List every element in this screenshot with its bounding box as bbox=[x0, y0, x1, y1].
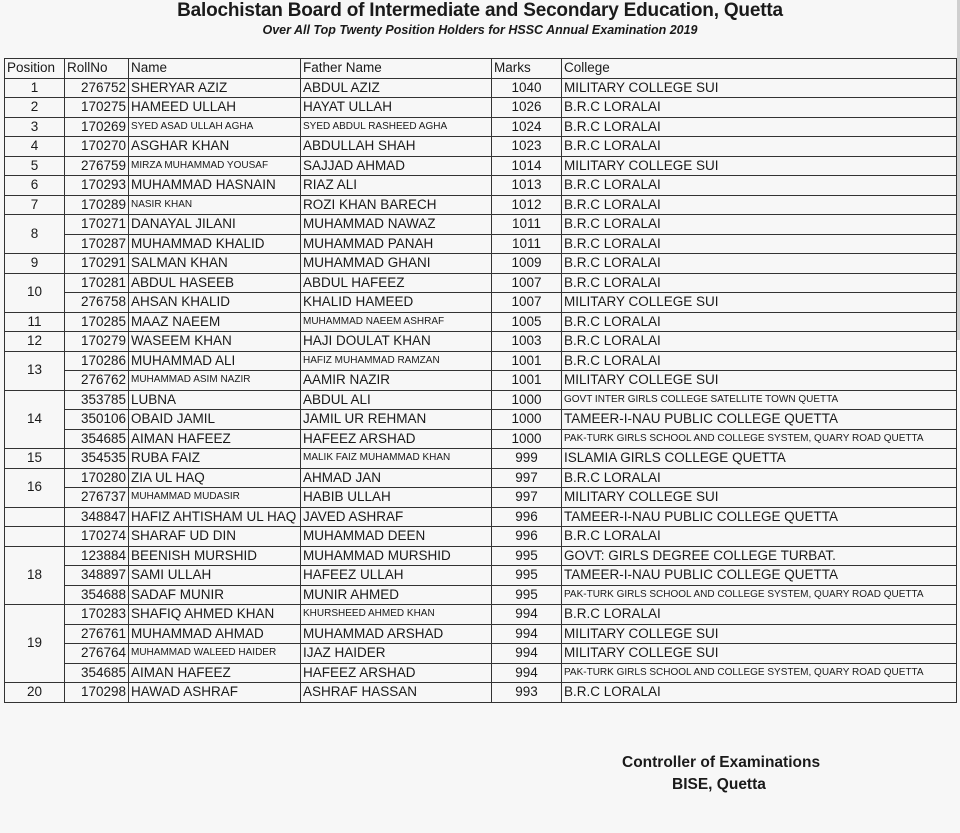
marks-cell: 1000 bbox=[492, 390, 562, 410]
marks-cell: 1000 bbox=[492, 429, 562, 449]
name-cell: SYED ASAD ULLAH AGHA bbox=[129, 117, 301, 137]
name-cell: MUHAMMAD ASIM NAZIR bbox=[129, 371, 301, 391]
name-cell: SAMI ULLAH bbox=[129, 566, 301, 586]
name-cell: MUHAMMAD KHALID bbox=[129, 234, 301, 254]
college-cell: B.R.C LORALAI bbox=[562, 273, 957, 293]
column-header-rollno: RollNo bbox=[65, 59, 129, 79]
results-table bbox=[4, 58, 957, 703]
college-cell: B.R.C LORALAI bbox=[562, 683, 957, 703]
table-row bbox=[5, 488, 957, 508]
name-cell: HAWAD ASHRAF bbox=[129, 683, 301, 703]
college-cell: B.R.C LORALAI bbox=[562, 98, 957, 118]
table-row bbox=[5, 332, 957, 352]
position-cell: 11 bbox=[5, 312, 65, 332]
college-cell: GOVT INTER GIRLS COLLEGE SATELLITE TOWN QUETTA bbox=[562, 390, 957, 410]
marks-cell: 994 bbox=[492, 624, 562, 644]
name-cell: SADAF MUNIR bbox=[129, 585, 301, 605]
name-cell: SHERYAR AZIZ bbox=[129, 78, 301, 98]
college-cell: B.R.C LORALAI bbox=[562, 234, 957, 254]
controller-title: Controller of Examinations bbox=[622, 754, 821, 771]
position-cell: 1 bbox=[5, 78, 65, 98]
father-name-cell: HAFEEZ ULLAH bbox=[301, 566, 492, 586]
father-name-cell: HAYAT ULLAH bbox=[301, 98, 492, 118]
college-cell: MILITARY COLLEGE SUI bbox=[562, 78, 957, 98]
father-name-cell: ABDUL AZIZ bbox=[301, 78, 492, 98]
father-name-cell: ABDUL ALI bbox=[301, 390, 492, 410]
rollno-cell: 170286 bbox=[65, 351, 129, 371]
name-cell: DANAYAL JILANI bbox=[129, 215, 301, 235]
marks-cell: 1005 bbox=[492, 312, 562, 332]
position-cell: 13 bbox=[5, 351, 65, 390]
rollno-cell: 170287 bbox=[65, 234, 129, 254]
table-row bbox=[5, 371, 957, 391]
rollno-cell: 170279 bbox=[65, 332, 129, 352]
table-row bbox=[5, 215, 957, 235]
position-cell: 16 bbox=[5, 468, 65, 507]
college-cell: B.R.C LORALAI bbox=[562, 254, 957, 274]
name-cell: MUHAMMAD HASNAIN bbox=[129, 176, 301, 196]
father-name-cell: ASHRAF HASSAN bbox=[301, 683, 492, 703]
father-name-cell: JAVED ASHRAF bbox=[301, 507, 492, 527]
table-row bbox=[5, 527, 957, 547]
name-cell: AIMAN HAFEEZ bbox=[129, 663, 301, 683]
name-cell: SHARAF UD DIN bbox=[129, 527, 301, 547]
father-name-cell: MUHAMMAD NAEEM ASHRAF bbox=[301, 312, 492, 332]
father-name-cell: AHMAD JAN bbox=[301, 468, 492, 488]
father-name-cell: HAJI DOULAT KHAN bbox=[301, 332, 492, 352]
name-cell: MUHAMMAD AHMAD bbox=[129, 624, 301, 644]
rollno-cell: 350106 bbox=[65, 410, 129, 430]
table-row bbox=[5, 293, 957, 313]
position-cell: 7 bbox=[5, 195, 65, 215]
table-row bbox=[5, 449, 957, 469]
position-cell: 6 bbox=[5, 176, 65, 196]
name-cell: HAMEED ULLAH bbox=[129, 98, 301, 118]
marks-cell: 996 bbox=[492, 507, 562, 527]
marks-cell: 997 bbox=[492, 488, 562, 508]
father-name-cell: MUHAMMAD PANAH bbox=[301, 234, 492, 254]
marks-cell: 995 bbox=[492, 585, 562, 605]
college-cell: B.R.C LORALAI bbox=[562, 332, 957, 352]
marks-cell: 993 bbox=[492, 683, 562, 703]
table-row bbox=[5, 273, 957, 293]
rollno-cell: 170270 bbox=[65, 137, 129, 157]
rollno-cell: 348847 bbox=[65, 507, 129, 527]
father-name-cell: ROZI KHAN BARECH bbox=[301, 195, 492, 215]
rollno-cell: 170293 bbox=[65, 176, 129, 196]
table-row bbox=[5, 605, 957, 625]
name-cell: RUBA FAIZ bbox=[129, 449, 301, 469]
college-cell: B.R.C LORALAI bbox=[562, 117, 957, 137]
table-row bbox=[5, 429, 957, 449]
position-cell: 18 bbox=[5, 546, 65, 605]
marks-cell: 1003 bbox=[492, 332, 562, 352]
father-name-cell: HABIB ULLAH bbox=[301, 488, 492, 508]
marks-cell: 1023 bbox=[492, 137, 562, 157]
table-body bbox=[5, 78, 957, 702]
marks-cell: 1013 bbox=[492, 176, 562, 196]
father-name-cell: ABDULLAH SHAH bbox=[301, 137, 492, 157]
father-name-cell: AAMIR NAZIR bbox=[301, 371, 492, 391]
position-cell: 4 bbox=[5, 137, 65, 157]
name-cell: SHAFIQ AHMED KHAN bbox=[129, 605, 301, 625]
college-cell: TAMEER-I-NAU PUBLIC COLLEGE QUETTA bbox=[562, 566, 957, 586]
father-name-cell: MUHAMMAD GHANI bbox=[301, 254, 492, 274]
rollno-cell: 276759 bbox=[65, 156, 129, 176]
marks-cell: 1011 bbox=[492, 234, 562, 254]
marks-cell: 996 bbox=[492, 527, 562, 547]
name-cell: ABDUL HASEEB bbox=[129, 273, 301, 293]
father-name-cell: MUNIR AHMED bbox=[301, 585, 492, 605]
rollno-cell: 170283 bbox=[65, 605, 129, 625]
rollno-cell: 170280 bbox=[65, 468, 129, 488]
rollno-cell: 348897 bbox=[65, 566, 129, 586]
father-name-cell: RIAZ ALI bbox=[301, 176, 492, 196]
marks-cell: 994 bbox=[492, 605, 562, 625]
college-cell: B.R.C LORALAI bbox=[562, 527, 957, 547]
rollno-cell: 276761 bbox=[65, 624, 129, 644]
position-cell: 2 bbox=[5, 98, 65, 118]
name-cell: MUHAMMAD MUDASIR bbox=[129, 488, 301, 508]
name-cell: MUHAMMAD ALI bbox=[129, 351, 301, 371]
marks-cell: 1024 bbox=[492, 117, 562, 137]
name-cell: MUHAMMAD WALEED HAIDER bbox=[129, 644, 301, 664]
father-name-cell: KHALID HAMEED bbox=[301, 293, 492, 313]
father-name-cell: KHURSHEED AHMED KHAN bbox=[301, 605, 492, 625]
college-cell: GOVT: GIRLS DEGREE COLLEGE TURBAT. bbox=[562, 546, 957, 566]
marks-cell: 1011 bbox=[492, 215, 562, 235]
position-cell bbox=[5, 527, 65, 547]
name-cell: HAFIZ AHTISHAM UL HAQ bbox=[129, 507, 301, 527]
rollno-cell: 170274 bbox=[65, 527, 129, 547]
college-cell: PAK-TURK GIRLS SCHOOL AND COLLEGE SYSTEM, QUARY ROAD QUETTA bbox=[562, 585, 957, 605]
document-subtitle: Over All Top Twenty Position Holders for HSSC Annual Examination 2019 bbox=[262, 23, 698, 37]
table-row bbox=[5, 176, 957, 196]
name-cell: NASIR KHAN bbox=[129, 195, 301, 215]
marks-cell: 1001 bbox=[492, 371, 562, 391]
marks-cell: 1001 bbox=[492, 351, 562, 371]
position-cell: 5 bbox=[5, 156, 65, 176]
rollno-cell: 276758 bbox=[65, 293, 129, 313]
rollno-cell: 276737 bbox=[65, 488, 129, 508]
name-cell: WASEEM KHAN bbox=[129, 332, 301, 352]
name-cell: MIRZA MUHAMMAD YOUSAF bbox=[129, 156, 301, 176]
table-row bbox=[5, 137, 957, 157]
table-header-row bbox=[5, 59, 957, 79]
name-cell: LUBNA bbox=[129, 390, 301, 410]
position-cell: 3 bbox=[5, 117, 65, 137]
name-cell: BEENISH MURSHID bbox=[129, 546, 301, 566]
father-name-cell: HAFEEZ ARSHAD bbox=[301, 663, 492, 683]
table-row bbox=[5, 78, 957, 98]
table-row bbox=[5, 390, 957, 410]
position-cell: 20 bbox=[5, 683, 65, 703]
name-cell: MAAZ NAEEM bbox=[129, 312, 301, 332]
column-header-position: Position bbox=[5, 59, 65, 79]
table-row bbox=[5, 254, 957, 274]
rollno-cell: 354685 bbox=[65, 663, 129, 683]
table-row bbox=[5, 156, 957, 176]
column-header-name: Name bbox=[129, 59, 301, 79]
college-cell: MILITARY COLLEGE SUI bbox=[562, 644, 957, 664]
table-row bbox=[5, 468, 957, 488]
marks-cell: 995 bbox=[492, 566, 562, 586]
table-row bbox=[5, 410, 957, 430]
position-cell: 14 bbox=[5, 390, 65, 449]
position-cell: 19 bbox=[5, 605, 65, 683]
marks-cell: 994 bbox=[492, 644, 562, 664]
column-header-college: College bbox=[562, 59, 957, 79]
marks-cell: 1007 bbox=[492, 293, 562, 313]
rollno-cell: 276762 bbox=[65, 371, 129, 391]
father-name-cell: MUHAMMAD MURSHID bbox=[301, 546, 492, 566]
marks-cell: 994 bbox=[492, 663, 562, 683]
marks-cell: 1012 bbox=[492, 195, 562, 215]
father-name-cell: SAJJAD AHMAD bbox=[301, 156, 492, 176]
table-row bbox=[5, 351, 957, 371]
name-cell: OBAID JAMIL bbox=[129, 410, 301, 430]
college-cell: MILITARY COLLEGE SUI bbox=[562, 156, 957, 176]
father-name-cell: ABDUL HAFEEZ bbox=[301, 273, 492, 293]
marks-cell: 1000 bbox=[492, 410, 562, 430]
position-cell: 8 bbox=[5, 215, 65, 254]
college-cell: B.R.C LORALAI bbox=[562, 137, 957, 157]
rollno-cell: 353785 bbox=[65, 390, 129, 410]
college-cell: B.R.C LORALAI bbox=[562, 215, 957, 235]
father-name-cell: IJAZ HAIDER bbox=[301, 644, 492, 664]
column-header-father-name: Father Name bbox=[301, 59, 492, 79]
college-cell: B.R.C LORALAI bbox=[562, 351, 957, 371]
table-row bbox=[5, 546, 957, 566]
father-name-cell: JAMIL UR REHMAN bbox=[301, 410, 492, 430]
table-row bbox=[5, 624, 957, 644]
college-cell: PAK-TURK GIRLS SCHOOL AND COLLEGE SYSTEM, QUARY ROAD QUETTA bbox=[562, 663, 957, 683]
marks-cell: 997 bbox=[492, 468, 562, 488]
college-cell: B.R.C LORALAI bbox=[562, 605, 957, 625]
rollno-cell: 170291 bbox=[65, 254, 129, 274]
table-row bbox=[5, 683, 957, 703]
father-name-cell: MUHAMMAD ARSHAD bbox=[301, 624, 492, 644]
document-title: Balochistan Board of Intermediate and Secondary Education, Quetta bbox=[177, 0, 783, 21]
name-cell: AHSAN KHALID bbox=[129, 293, 301, 313]
table-row bbox=[5, 98, 957, 118]
rollno-cell: 170298 bbox=[65, 683, 129, 703]
college-cell: B.R.C LORALAI bbox=[562, 176, 957, 196]
rollno-cell: 170289 bbox=[65, 195, 129, 215]
college-cell: TAMEER-I-NAU PUBLIC COLLEGE QUETTA bbox=[562, 507, 957, 527]
college-cell: B.R.C LORALAI bbox=[562, 312, 957, 332]
rollno-cell: 276752 bbox=[65, 78, 129, 98]
position-cell bbox=[5, 507, 65, 527]
father-name-cell: HAFEEZ ARSHAD bbox=[301, 429, 492, 449]
rollno-cell: 170275 bbox=[65, 98, 129, 118]
position-cell: 9 bbox=[5, 254, 65, 274]
rollno-cell: 123884 bbox=[65, 546, 129, 566]
name-cell: ASGHAR KHAN bbox=[129, 137, 301, 157]
rollno-cell: 354685 bbox=[65, 429, 129, 449]
rollno-cell: 170281 bbox=[65, 273, 129, 293]
position-cell: 12 bbox=[5, 332, 65, 352]
table-row bbox=[5, 566, 957, 586]
name-cell: SALMAN KHAN bbox=[129, 254, 301, 274]
table-row bbox=[5, 644, 957, 664]
marks-cell: 1007 bbox=[492, 273, 562, 293]
college-cell: ISLAMIA GIRLS COLLEGE QUETTA bbox=[562, 449, 957, 469]
father-name-cell: HAFIZ MUHAMMAD RAMZAN bbox=[301, 351, 492, 371]
father-name-cell: SYED ABDUL RASHEED AGHA bbox=[301, 117, 492, 137]
college-cell: MILITARY COLLEGE SUI bbox=[562, 624, 957, 644]
marks-cell: 999 bbox=[492, 449, 562, 469]
table-row bbox=[5, 234, 957, 254]
table-row bbox=[5, 117, 957, 137]
marks-cell: 1040 bbox=[492, 78, 562, 98]
college-cell: MILITARY COLLEGE SUI bbox=[562, 488, 957, 508]
college-cell: B.R.C LORALAI bbox=[562, 195, 957, 215]
position-cell: 15 bbox=[5, 449, 65, 469]
name-cell: ZIA UL HAQ bbox=[129, 468, 301, 488]
table-row bbox=[5, 663, 957, 683]
marks-cell: 1014 bbox=[492, 156, 562, 176]
rollno-cell: 354688 bbox=[65, 585, 129, 605]
marks-cell: 1009 bbox=[492, 254, 562, 274]
rollno-cell: 170285 bbox=[65, 312, 129, 332]
father-name-cell: MALIK FAIZ MUHAMMAD KHAN bbox=[301, 449, 492, 469]
column-header-marks: Marks bbox=[492, 59, 562, 79]
table-row bbox=[5, 585, 957, 605]
rollno-cell: 354535 bbox=[65, 449, 129, 469]
rollno-cell: 276764 bbox=[65, 644, 129, 664]
rollno-cell: 170271 bbox=[65, 215, 129, 235]
college-cell: TAMEER-I-NAU PUBLIC COLLEGE QUETTA bbox=[562, 410, 957, 430]
name-cell: AIMAN HAFEEZ bbox=[129, 429, 301, 449]
table-row bbox=[5, 195, 957, 215]
college-cell: MILITARY COLLEGE SUI bbox=[562, 293, 957, 313]
college-cell: MILITARY COLLEGE SUI bbox=[562, 371, 957, 391]
father-name-cell: MUHAMMAD NAWAZ bbox=[301, 215, 492, 235]
board-signature: BISE, Quetta bbox=[672, 776, 766, 793]
father-name-cell: MUHAMMAD DEEN bbox=[301, 527, 492, 547]
table-row bbox=[5, 312, 957, 332]
position-cell: 10 bbox=[5, 273, 65, 312]
table-row bbox=[5, 507, 957, 527]
rollno-cell: 170269 bbox=[65, 117, 129, 137]
marks-cell: 1026 bbox=[492, 98, 562, 118]
college-cell: PAK-TURK GIRLS SCHOOL AND COLLEGE SYSTEM, QUARY ROAD QUETTA bbox=[562, 429, 957, 449]
college-cell: B.R.C LORALAI bbox=[562, 468, 957, 488]
marks-cell: 995 bbox=[492, 546, 562, 566]
